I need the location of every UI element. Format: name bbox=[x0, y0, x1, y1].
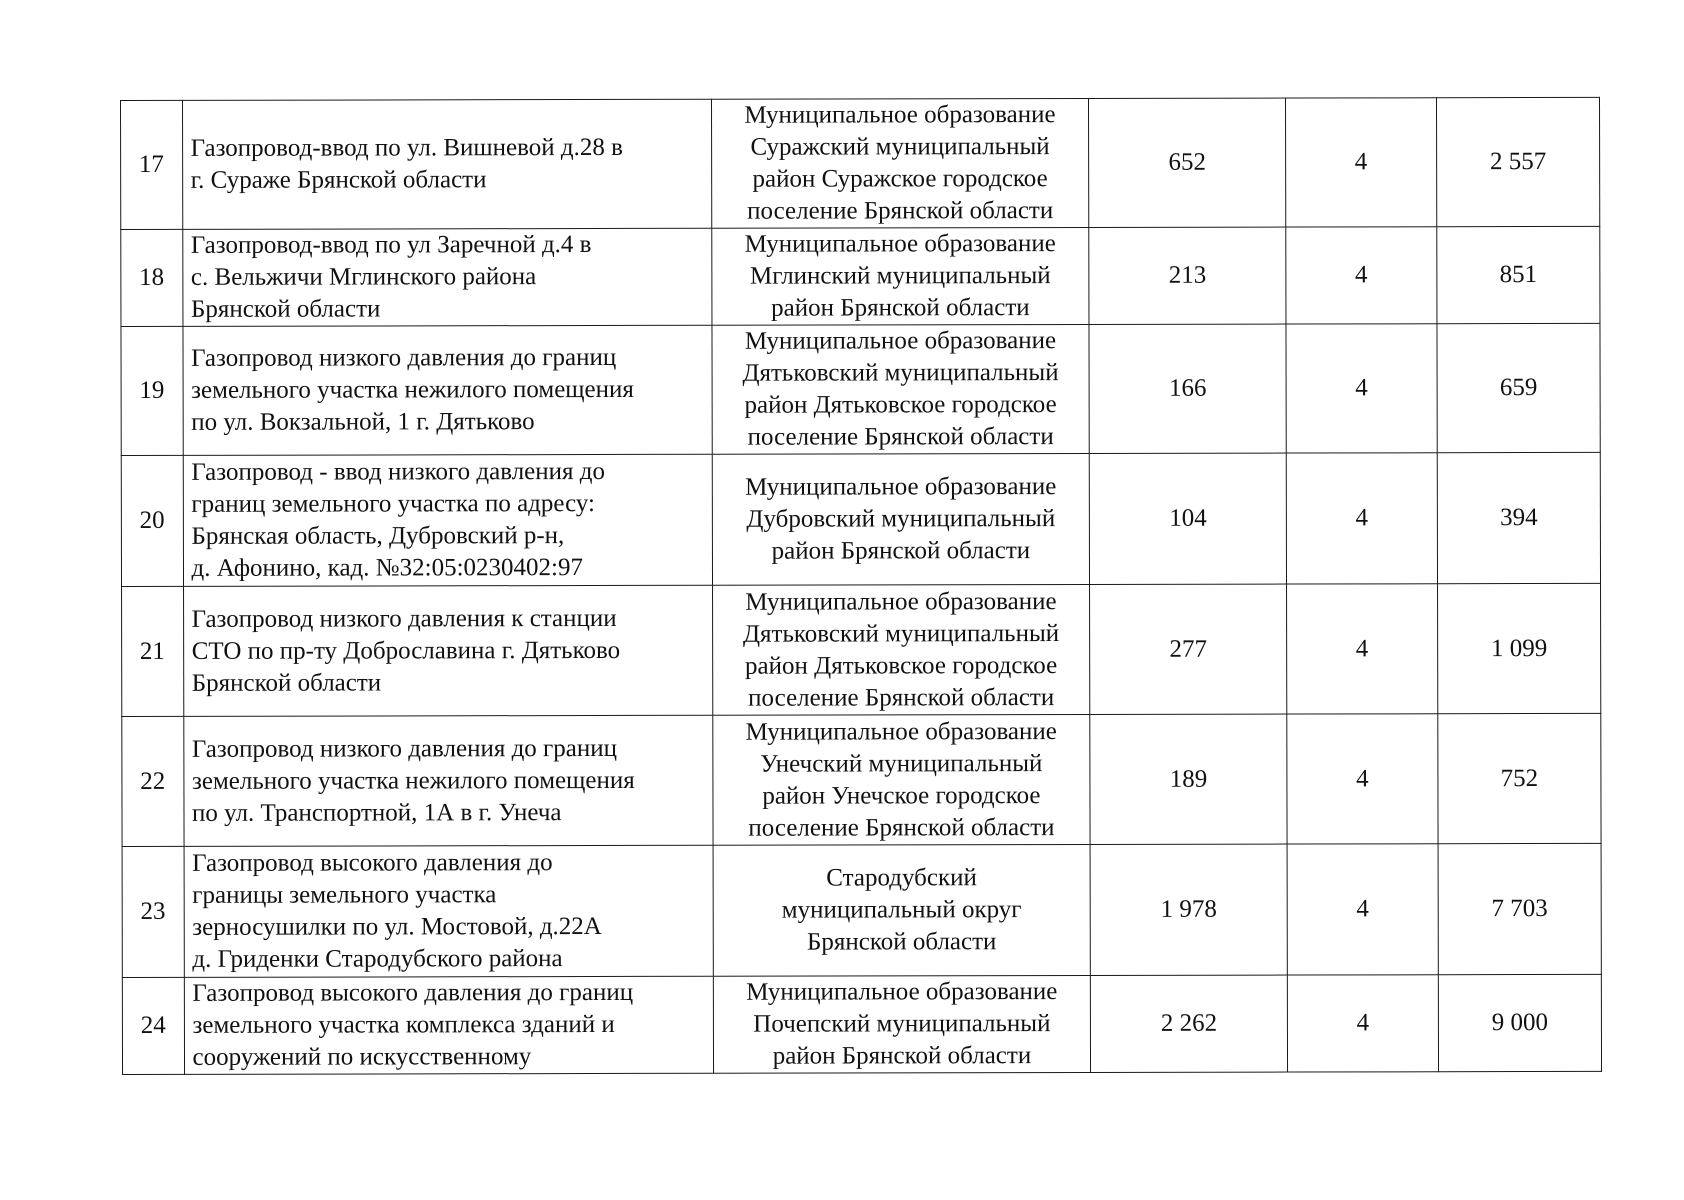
category-value: 4 bbox=[1287, 975, 1438, 1072]
table-row bbox=[121, 97, 1600, 229]
cost-value: 659 bbox=[1437, 323, 1600, 452]
owner: Муниципальное образование Мглинский муниципальный район Брянской области bbox=[711, 227, 1089, 325]
cost-value: 851 bbox=[1437, 226, 1600, 323]
owner: Стародубский муниципальный округ Брянской области bbox=[713, 844, 1091, 976]
cost-value: 9 000 bbox=[1438, 974, 1601, 1071]
table-row bbox=[121, 323, 1600, 455]
length-value: 189 bbox=[1090, 714, 1287, 844]
gas-pipeline-table bbox=[120, 97, 1602, 1075]
row-number: 20 bbox=[121, 455, 183, 586]
table-row bbox=[121, 452, 1600, 586]
owner: Муниципальное образование Дятьковский муниципальный район Дятьковское городское поселение Брянской области bbox=[711, 324, 1089, 454]
cost-value: 752 bbox=[1438, 713, 1601, 843]
owner: Муниципальное образование Почепский муниципальный район Брянской области bbox=[713, 975, 1091, 1073]
object-name: Газопровод-ввод по ул. Вишневой д.28 в г. Сураже Брянской области bbox=[182, 99, 711, 229]
owner: Муниципальное образование Унечский муниципальный район Унечское городское поселение Брянской области bbox=[712, 714, 1090, 845]
length-value: 1 978 bbox=[1090, 844, 1287, 975]
table-row bbox=[121, 226, 1600, 326]
table-row bbox=[122, 713, 1601, 846]
row-number: 22 bbox=[122, 716, 184, 846]
object-name: Газопровод - ввод низкого давления до границ земельного участка по адресу: Брянская область, Дубровский р-н, д. Афонино, кад. №32:05:0230402:97 bbox=[183, 454, 712, 586]
length-value: 213 bbox=[1089, 227, 1286, 324]
object-name: Газопровод-ввод по ул Заречной д.4 в с. Вельжичи Мглинского района Брянской области bbox=[182, 228, 711, 326]
length-value: 104 bbox=[1090, 453, 1287, 584]
row-number: 18 bbox=[121, 229, 183, 326]
category-value: 4 bbox=[1287, 714, 1438, 844]
category-value: 4 bbox=[1285, 98, 1436, 227]
row-number: 24 bbox=[122, 977, 184, 1074]
table-row bbox=[122, 583, 1601, 716]
table-row bbox=[122, 843, 1601, 977]
cost-value: 7 703 bbox=[1438, 843, 1601, 974]
category-value: 4 bbox=[1287, 844, 1438, 975]
category-value: 4 bbox=[1286, 453, 1437, 584]
row-number: 19 bbox=[121, 326, 183, 455]
category-value: 4 bbox=[1286, 324, 1437, 453]
row-number: 21 bbox=[122, 586, 184, 716]
cost-value: 2 557 bbox=[1436, 97, 1599, 226]
length-value: 2 262 bbox=[1091, 975, 1288, 1072]
object-name: Газопровод низкого давления до границ земельного участка нежилого помещения по ул. Вокзальной, 1 г. Дятьково bbox=[183, 325, 712, 455]
length-value: 166 bbox=[1089, 324, 1286, 453]
object-name: Газопровод низкого давления к станции СТО по пр-ту Доброславина г. Дятьково Брянской области bbox=[183, 585, 712, 716]
object-name: Газопровод высокого давления до границы земельного участка зерносушилки по ул. Мостовой, д.22А д. Гриденки Стародубского района bbox=[184, 845, 713, 977]
length-value: 652 bbox=[1089, 98, 1286, 227]
object-name: Газопровод высокого давления до границ земельного участка комплекса зданий и сооружений по искусственному bbox=[184, 976, 713, 1074]
category-value: 4 bbox=[1286, 227, 1437, 324]
owner: Муниципальное образование Дятьковский муниципальный район Дятьковское городское поселение Брянской области bbox=[712, 584, 1090, 715]
row-number: 17 bbox=[121, 100, 183, 229]
cost-value: 1 099 bbox=[1437, 583, 1600, 713]
category-value: 4 bbox=[1286, 584, 1437, 714]
cost-value: 394 bbox=[1437, 452, 1600, 583]
table-row bbox=[122, 974, 1601, 1074]
object-name: Газопровод низкого давления до границ земельного участка нежилого помещения по ул. Транспортной, 1А в г. Унеча bbox=[183, 715, 712, 846]
length-value: 277 bbox=[1090, 584, 1287, 714]
owner: Муниципальное образование Суражский муниципальный район Суражское городское поселение Брянской области bbox=[711, 98, 1089, 228]
owner: Муниципальное образование Дубровский муниципальный район Брянской области bbox=[712, 453, 1090, 585]
row-number: 23 bbox=[122, 846, 184, 977]
